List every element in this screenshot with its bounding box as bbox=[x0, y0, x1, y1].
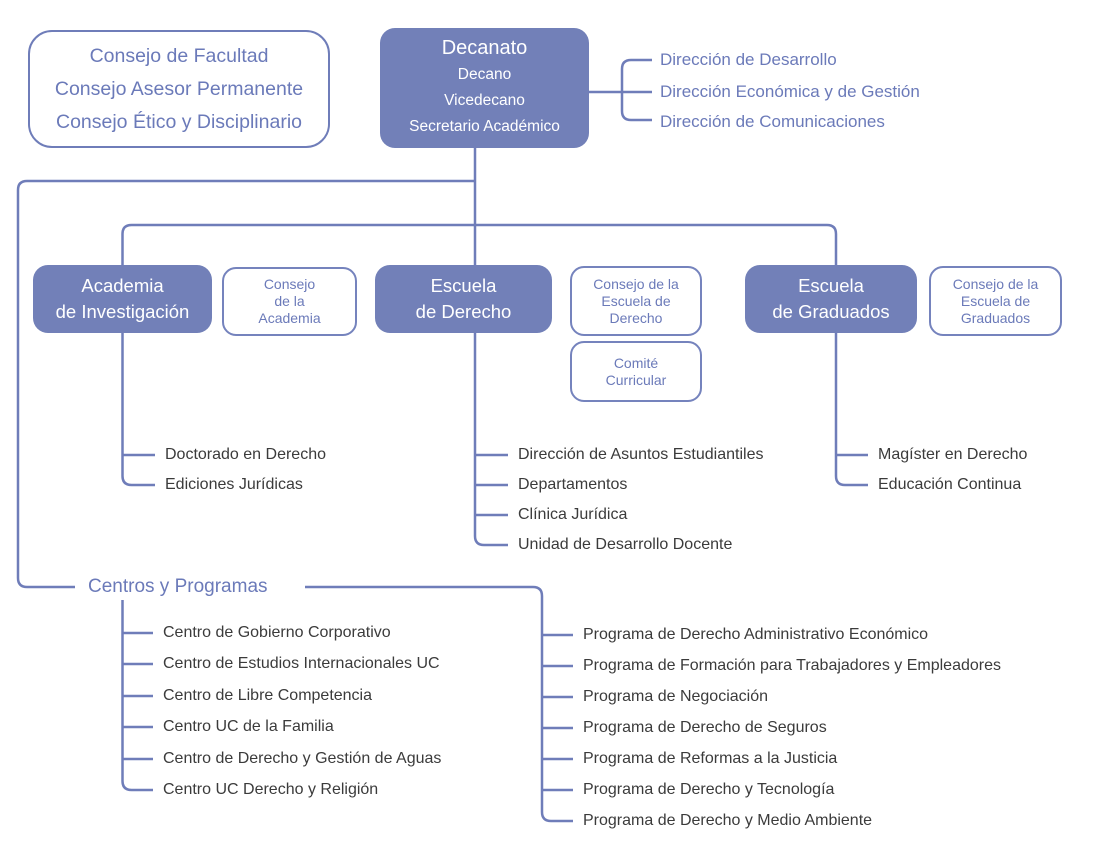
councils-line: Consejo Ético y Disciplinario bbox=[55, 110, 303, 133]
academia-child: Doctorado en Derecho bbox=[165, 446, 326, 463]
escuela-derecho-name-line: Escuela bbox=[430, 275, 497, 296]
graduados-child: Magíster en Derecho bbox=[878, 446, 1028, 463]
centros-programas-label: Centros y Programas bbox=[88, 576, 268, 597]
councils-line: Consejo de Facultad bbox=[89, 44, 269, 67]
connector-derecho-branch bbox=[475, 333, 508, 545]
decanato-member: Secretario Académico bbox=[409, 118, 560, 135]
consejo-escuela-derecho-line: Derecho bbox=[609, 309, 663, 326]
consejo-academia-line: Academia bbox=[258, 310, 321, 326]
derecho-child: Unidad de Desarrollo Docente bbox=[518, 536, 733, 553]
direccion-label: Dirección Económica y de Gestión bbox=[660, 82, 920, 101]
consejo-academia-line: de la bbox=[274, 293, 305, 309]
graduados-child: Educación Continua bbox=[878, 476, 1022, 493]
centro-item: Centro de Derecho y Gestión de Aguas bbox=[163, 750, 442, 767]
academia-child: Ediciones Jurídicas bbox=[165, 476, 303, 493]
centro-item: Centro de Gobierno Corporativo bbox=[163, 624, 391, 641]
centro-item: Centro UC de la Familia bbox=[163, 718, 334, 735]
programa-item: Programa de Reformas a la Justicia bbox=[583, 750, 838, 767]
comite-curricular-box bbox=[570, 341, 702, 402]
consejo-academia-box bbox=[222, 267, 357, 336]
escuela-derecho-box bbox=[375, 265, 552, 333]
escuela-derecho-name-line: de Derecho bbox=[415, 301, 512, 322]
comite-curricular-line: Curricular bbox=[605, 371, 667, 388]
programa-item: Programa de Derecho y Medio Ambiente bbox=[583, 812, 873, 829]
consejo-escuela-graduados-line: Escuela de bbox=[960, 292, 1031, 309]
connector-left-rail bbox=[18, 181, 475, 587]
escuela-graduados-box bbox=[745, 265, 917, 333]
consejo-escuela-graduados-line: Graduados bbox=[960, 309, 1031, 326]
centro-item: Centro UC Derecho y Religión bbox=[163, 781, 379, 798]
programa-item: Programa de Derecho Administrativo Económico bbox=[583, 626, 929, 643]
consejo-escuela-derecho-box bbox=[570, 266, 702, 336]
connector-academia-branch bbox=[123, 333, 156, 485]
connector-direcciones-bracket bbox=[622, 60, 652, 120]
centro-item: Centro de Libre Competencia bbox=[163, 687, 373, 704]
consejo-escuela-derecho-line: Consejo de la bbox=[593, 275, 679, 292]
connector-row2-rail bbox=[123, 225, 837, 265]
consejo-academia-line: Consejo bbox=[263, 276, 316, 292]
councils-line: Consejo Asesor Permanente bbox=[54, 77, 304, 100]
direccion-label: Dirección de Desarrollo bbox=[660, 50, 837, 69]
derecho-child: Dirección de Asuntos Estudiantiles bbox=[518, 446, 764, 463]
decanato-box bbox=[380, 28, 589, 148]
escuela-graduados-name-line: de Graduados bbox=[772, 301, 890, 322]
programa-item: Programa de Negociación bbox=[583, 688, 768, 705]
programa-item: Programa de Formación para Trabajadores y Empleadores bbox=[583, 657, 1001, 674]
programa-item: Programa de Derecho de Seguros bbox=[583, 719, 827, 736]
decanato-member: Decano bbox=[457, 66, 512, 83]
decanato-member: Vicedecano bbox=[444, 92, 525, 109]
direccion-label: Dirección de Comunicaciones bbox=[660, 112, 885, 131]
decanato-title: Decanato bbox=[441, 37, 528, 59]
consejo-escuela-derecho-line: Escuela de bbox=[601, 292, 671, 309]
escuela-graduados-name-line: Escuela bbox=[798, 275, 864, 296]
centro-item: Centro de Estudios Internacionales UC bbox=[163, 655, 440, 672]
programa-item: Programa de Derecho y Tecnología bbox=[583, 781, 835, 798]
derecho-child: Departamentos bbox=[518, 476, 628, 493]
academia-name-line: Academia bbox=[81, 275, 164, 296]
connector-graduados-branch bbox=[836, 333, 868, 485]
academia-name-line: de Investigación bbox=[55, 301, 190, 322]
councils-box bbox=[28, 30, 330, 148]
consejo-escuela-graduados-line: Consejo de la bbox=[952, 275, 1039, 292]
derecho-child: Clínica Jurídica bbox=[518, 506, 628, 523]
academia-box bbox=[33, 265, 212, 333]
comite-curricular-line: Comité bbox=[613, 354, 659, 371]
consejo-escuela-graduados-box bbox=[929, 266, 1062, 336]
